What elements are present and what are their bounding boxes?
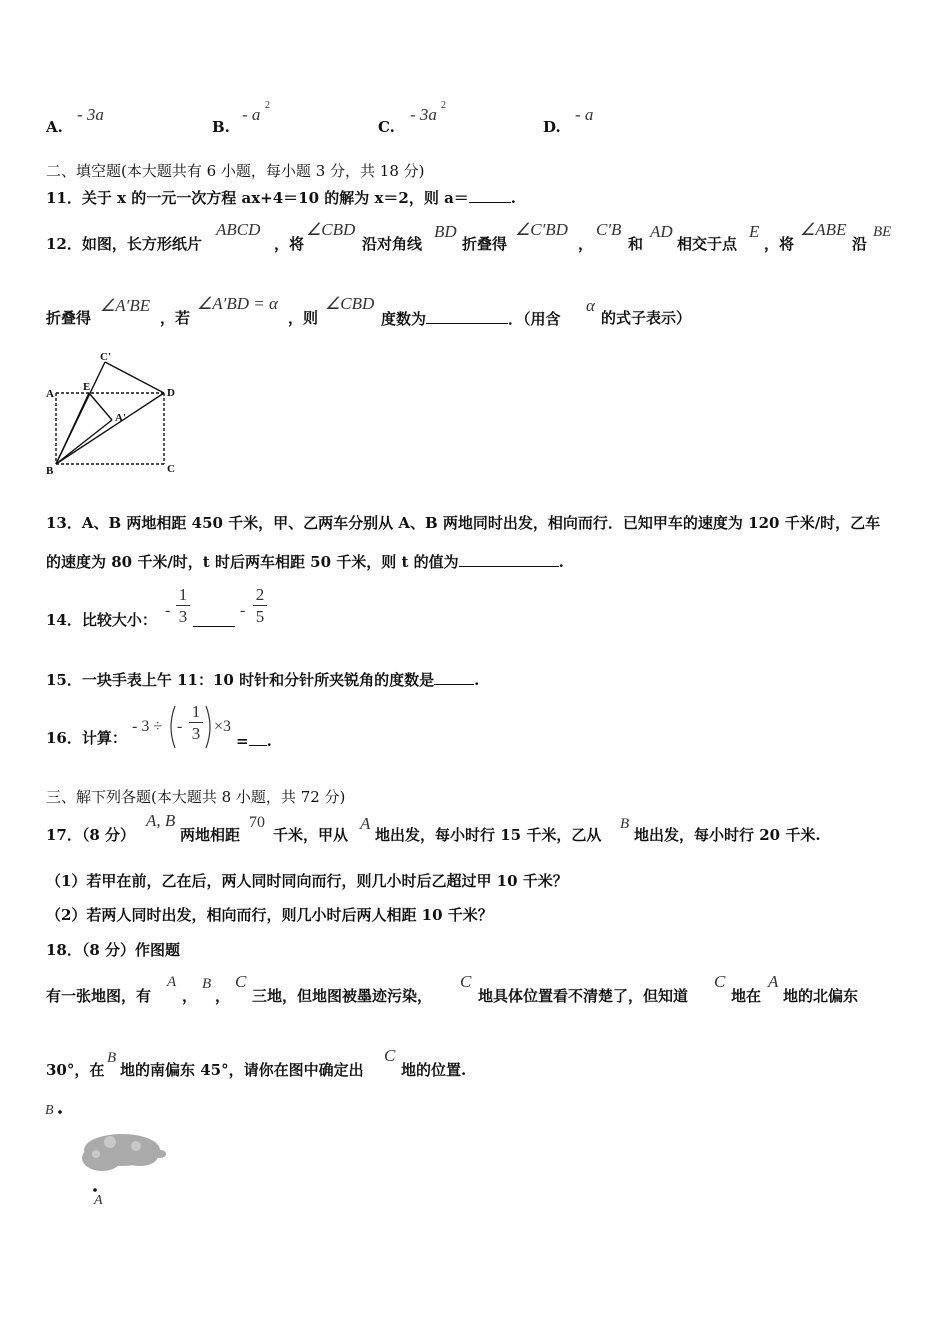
q14-fraction-1 <box>176 585 190 626</box>
option-d-math: - a <box>575 105 594 124</box>
q14-fraction-1-den: 3 <box>178 607 188 626</box>
q12-text-8: ，将 <box>764 235 795 253</box>
option-b-exponent: 2 <box>265 100 270 111</box>
q14-fraction-1-bar <box>176 605 190 606</box>
option-c-label: C. <box>378 118 395 136</box>
q13-line-1: 13．A、B 两地相距 450 千米，甲、乙两车分别从 A、B 两地同时出发，相向而行．已知甲车的速度为 120 千米/时，乙车 <box>46 514 881 532</box>
q18-text-3: ， <box>215 987 231 1005</box>
q12-math-cbd: ∠CBD <box>306 220 356 239</box>
q13-line-2 <box>46 552 564 571</box>
q12-text-2: ，将 <box>274 235 305 253</box>
q18-text-7: 地的北偏东 <box>783 987 859 1005</box>
q12-text-7: 相交于点 <box>677 235 738 253</box>
q18-text-5: 地具体位置看不清楚了，但知道 <box>478 987 689 1005</box>
q16-expr-post: ×3 <box>214 718 232 735</box>
q12-math-cprime-bd: ∠C′BD <box>515 220 568 239</box>
q11-text: 11．关于 x 的一元一次方程 ax+4＝10 的解为 x＝2，则 a＝ <box>46 189 469 207</box>
q11-end: . <box>510 189 517 207</box>
q14-fraction-2-den: 5 <box>255 607 265 626</box>
q11-blank <box>469 188 511 203</box>
q12-math-condition: ∠A′BD = α <box>197 294 278 313</box>
q17-sub-2: （2）若两人同时出发，相向而行，则几小时后两人相距 10 千米？ <box>46 906 493 924</box>
option-a-label: A. <box>46 118 63 136</box>
q12-math-ad: AD <box>650 222 673 241</box>
q14-blank <box>193 612 235 627</box>
q15-end: . <box>474 671 480 689</box>
label-c: C <box>167 463 175 475</box>
q16-eq: = <box>236 732 249 750</box>
q18-math-c-1: C <box>235 972 247 991</box>
map-label-a: A <box>94 1193 103 1208</box>
option-d-label: D. <box>543 118 561 136</box>
q12-text-5: ， <box>578 235 594 253</box>
q14-text: 14．比较大小： <box>46 611 157 629</box>
q17-math-a: A <box>360 814 371 833</box>
q18-math-b-2: B <box>107 1050 117 1066</box>
label-e: E <box>83 381 91 393</box>
q17-sub-1: （1）若甲在前，乙在后，两人同时同向而行，则几小时后乙超过甲 10 千米？ <box>46 872 568 890</box>
q12-math-abcd: ABCD <box>216 220 261 239</box>
q14-sign-2: - <box>240 602 246 619</box>
q16-fraction-den: 3 <box>191 724 201 743</box>
q16-fraction-num: 1 <box>191 702 201 721</box>
option-a-math: - 3a <box>77 105 104 124</box>
ink-stained-map <box>40 1098 180 1213</box>
q12-text-4: 折叠得 <box>462 235 508 253</box>
line-b-a-prime <box>56 420 112 464</box>
label-c-prime: C' <box>100 351 111 363</box>
q12-text-9: 沿 <box>852 235 868 253</box>
q18-math-b-1: B <box>202 976 212 992</box>
q18-math-c-2: C <box>460 972 472 991</box>
q11 <box>46 188 516 207</box>
q13-line-2-text: 的速度为 80 千米/时，t 时后两车相距 50 千米，则 t 的值为 <box>46 553 459 571</box>
q14-sign-1: - <box>165 602 171 619</box>
q18-text-9: 地的南偏东 45°，请你在图中确定出 <box>120 1061 364 1079</box>
label-d: D <box>167 387 175 399</box>
q17-math-ab: A, B <box>146 811 176 830</box>
q18-math-c-4: C <box>384 1046 396 1065</box>
q17-text-5: 地出发，每小时行 20 千米. <box>634 826 821 844</box>
q14-fraction-1-num: 1 <box>178 585 188 604</box>
q14-fraction-2 <box>253 585 267 626</box>
q17-text-2: 两地相距 <box>180 826 241 844</box>
q12-text-12: ，则 <box>288 309 319 327</box>
q12-math-alpha: α <box>586 296 595 315</box>
option-b-label: B. <box>212 118 230 136</box>
q16-text: 16．计算： <box>46 729 127 747</box>
q12-text-6: 和 <box>628 235 644 253</box>
q12-text-3: 沿对角线 <box>362 235 423 253</box>
q18-text-8: 30°，在 <box>46 1061 105 1079</box>
q12-math-be: BE <box>873 224 892 240</box>
q17-text-1: 17．（8 分） <box>46 826 136 844</box>
section3-title: 三、解下列各题(本大题共 8 小题，共 72 分) <box>46 788 346 806</box>
label-b: B <box>46 465 54 477</box>
map-point-a <box>93 1188 97 1192</box>
q18-math-a-2: A <box>768 972 779 991</box>
section2-title: 二、填空题(本大题共有 6 小题，每小题 3 分，共 18 分) <box>46 162 425 180</box>
q14-fraction-2-num: 2 <box>255 585 265 604</box>
q18-text-4: 三地，但地图被墨迹污染， <box>252 987 433 1005</box>
line-c-prime-d <box>105 362 164 393</box>
map-point-b <box>58 1110 62 1114</box>
q17-text-3: 千米，甲从 <box>273 826 349 844</box>
q15-text: 15．一块手表上午 11：10 时针和分针所夹锐角的度数是 <box>46 671 435 689</box>
q16-inner-sign: - <box>177 718 183 735</box>
q12-text-10: 折叠得 <box>46 309 92 327</box>
q12-math-aprime-be: ∠A′BE <box>100 296 151 315</box>
q16-end: . <box>266 732 272 750</box>
q18-text-1: 有一张地图，有 <box>46 987 152 1005</box>
q18-title: 18．（8 分）作图题 <box>46 941 181 959</box>
q15-blank <box>434 670 474 685</box>
q17-text-4: 地出发，每小时行 15 千米，乙从 <box>375 826 602 844</box>
q12-text-14: ．（用含 <box>508 310 561 328</box>
left-paren-icon <box>165 704 177 750</box>
q12-text-13: 度数为 <box>381 310 427 328</box>
option-b-math: - a <box>242 105 261 124</box>
q17-math-b: B <box>620 816 630 832</box>
q13-end: . <box>558 553 564 571</box>
map-label-b: B <box>45 1103 54 1118</box>
q16-fraction <box>189 702 203 743</box>
q12-answer <box>381 309 561 328</box>
q18-text-6: 地在 <box>731 987 762 1005</box>
q18-math-c-3: C <box>714 972 726 991</box>
label-a-prime: A' <box>115 412 126 424</box>
q15 <box>46 670 479 689</box>
q12-text-11: ，若 <box>160 309 191 327</box>
line-e-a-prime <box>89 393 112 420</box>
label-a: A <box>46 388 54 400</box>
q16-answer <box>236 731 272 750</box>
q16-expr-pre: - 3 ÷ <box>132 718 163 735</box>
q16-fraction-bar <box>189 722 203 723</box>
q12-math-abe: ∠ABE <box>800 220 847 239</box>
q16-blank <box>249 731 267 746</box>
option-c-math: - 3a <box>410 105 437 124</box>
q18-text-2: ， <box>182 987 198 1005</box>
q12-blank <box>426 309 508 324</box>
rectangle-fold-figure <box>40 348 185 480</box>
q14-fraction-2-bar <box>253 605 267 606</box>
q12-text-15: 的式子表示） <box>601 309 692 327</box>
q12-text-1: 12．如图，长方形纸片 <box>46 235 202 253</box>
q12-math-bd: BD <box>434 222 457 241</box>
q12-math-e: E <box>749 222 760 241</box>
q12-math-cprime-b: C′B <box>596 220 622 239</box>
option-c-exponent: 2 <box>441 100 446 111</box>
q13-blank <box>459 552 559 567</box>
q18-text-10: 地的位置. <box>401 1061 467 1079</box>
q18-math-a-1: A <box>167 974 177 990</box>
q12-math-cbd-2: ∠CBD <box>325 294 375 313</box>
q17-math-70: 70 <box>249 814 265 831</box>
